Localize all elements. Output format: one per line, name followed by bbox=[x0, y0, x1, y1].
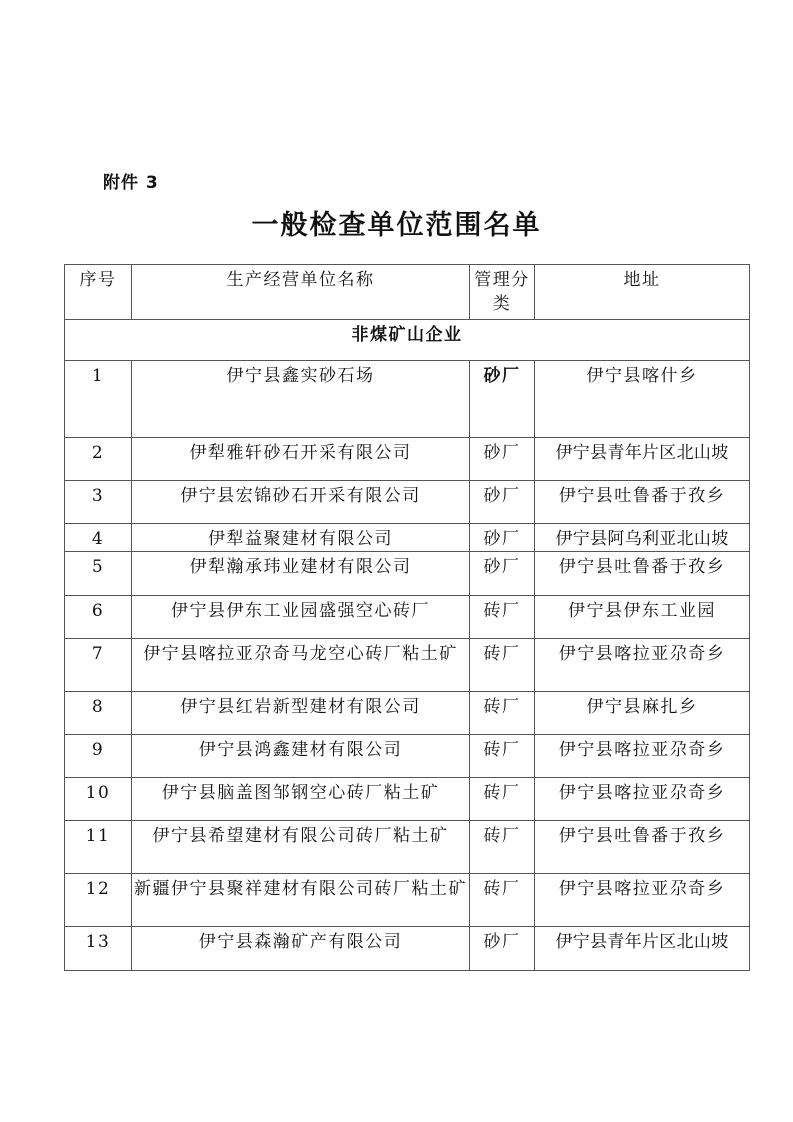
row-name: 伊宁县希望建材有限公司砖厂粘土矿 bbox=[132, 821, 470, 874]
table-row bbox=[65, 874, 750, 927]
row-address: 伊宁县喀拉亚尕奇乡 bbox=[535, 639, 750, 692]
row-name: 伊犁益聚建材有限公司 bbox=[132, 524, 470, 552]
page-title: 一般检查单位范围名单 bbox=[251, 210, 542, 241]
row-category: 砖厂 bbox=[470, 735, 535, 778]
row-address: 伊宁县吐鲁番于孜乡 bbox=[535, 552, 750, 596]
row-category: 砂厂 bbox=[470, 927, 535, 971]
unit-list-table bbox=[64, 264, 750, 971]
row-no: 13 bbox=[65, 927, 132, 971]
row-name: 伊宁县喀拉亚尕奇马龙空心砖厂粘土矿 bbox=[132, 639, 470, 692]
row-address: 伊宁县吐鲁番于孜乡 bbox=[535, 821, 750, 874]
row-category: 砂厂 bbox=[470, 361, 535, 438]
row-no: 8 bbox=[65, 692, 132, 735]
row-category: 砂厂 bbox=[470, 481, 535, 524]
row-category: 砖厂 bbox=[470, 778, 535, 821]
row-category: 砖厂 bbox=[470, 874, 535, 927]
table-row bbox=[65, 735, 750, 778]
section-row bbox=[65, 320, 750, 361]
table-row bbox=[65, 438, 750, 481]
table-row bbox=[65, 481, 750, 524]
row-no: 7 bbox=[65, 639, 132, 692]
row-address: 伊宁县喀拉亚尕奇乡 bbox=[535, 735, 750, 778]
row-no: 2 bbox=[65, 438, 132, 481]
row-name: 伊宁县脑盖图邹钢空心砖厂粘土矿 bbox=[132, 778, 470, 821]
row-name: 伊宁县宏锦砂石开采有限公司 bbox=[132, 481, 470, 524]
row-name: 伊犁瀚承玮业建材有限公司 bbox=[132, 552, 470, 596]
table-row bbox=[65, 639, 750, 692]
table-row bbox=[65, 552, 750, 596]
table-row bbox=[65, 692, 750, 735]
row-name: 伊宁县森瀚矿产有限公司 bbox=[132, 927, 470, 971]
row-name: 伊犁雅轩砂石开采有限公司 bbox=[132, 438, 470, 481]
row-address: 伊宁县伊东工业园 bbox=[535, 596, 750, 639]
table-row bbox=[65, 821, 750, 874]
row-no: 9 bbox=[65, 735, 132, 778]
row-category: 砂厂 bbox=[470, 552, 535, 596]
header-name: 生产经营单位名称 bbox=[132, 265, 470, 320]
table-row bbox=[65, 596, 750, 639]
row-no: 4 bbox=[65, 524, 132, 552]
row-address: 伊宁县青年片区北山坡 bbox=[535, 927, 750, 971]
table-row bbox=[65, 778, 750, 821]
row-category: 砂厂 bbox=[470, 524, 535, 552]
header-row bbox=[65, 265, 750, 320]
row-address: 伊宁县喀什乡 bbox=[535, 361, 750, 438]
table-row bbox=[65, 524, 750, 552]
row-no: 11 bbox=[65, 821, 132, 874]
row-no: 10 bbox=[65, 778, 132, 821]
row-address: 伊宁县喀拉亚尕奇乡 bbox=[535, 778, 750, 821]
header-no: 序号 bbox=[65, 265, 132, 320]
row-no: 6 bbox=[65, 596, 132, 639]
row-address: 伊宁县麻扎乡 bbox=[535, 692, 750, 735]
row-category: 砂厂 bbox=[470, 438, 535, 481]
row-category: 砖厂 bbox=[470, 692, 535, 735]
row-category: 砖厂 bbox=[470, 596, 535, 639]
row-no: 3 bbox=[65, 481, 132, 524]
header-category: 管理分类 bbox=[470, 265, 535, 320]
row-name: 伊宁县伊东工业园盛强空心砖厂 bbox=[132, 596, 470, 639]
row-name: 新疆伊宁县聚祥建材有限公司砖厂粘土矿 bbox=[132, 874, 470, 927]
row-address: 伊宁县吐鲁番于孜乡 bbox=[535, 481, 750, 524]
row-name: 伊宁县红岩新型建材有限公司 bbox=[132, 692, 470, 735]
row-name: 伊宁县鸿鑫建材有限公司 bbox=[132, 735, 470, 778]
table-row bbox=[65, 361, 750, 438]
attachment-label: 附件 3 bbox=[103, 173, 159, 193]
header-address: 地址 bbox=[535, 265, 750, 320]
row-address: 伊宁县喀拉亚尕奇乡 bbox=[535, 874, 750, 927]
row-name: 伊宁县鑫实砂石场 bbox=[132, 361, 470, 438]
row-no: 12 bbox=[65, 874, 132, 927]
table-row bbox=[65, 927, 750, 971]
row-no: 1 bbox=[65, 361, 132, 438]
row-category: 砖厂 bbox=[470, 821, 535, 874]
section-title: 非煤矿山企业 bbox=[65, 320, 750, 361]
row-category: 砖厂 bbox=[470, 639, 535, 692]
row-address: 伊宁县阿乌利亚北山坡 bbox=[535, 524, 750, 552]
row-no: 5 bbox=[65, 552, 132, 596]
row-address: 伊宁县青年片区北山坡 bbox=[535, 438, 750, 481]
